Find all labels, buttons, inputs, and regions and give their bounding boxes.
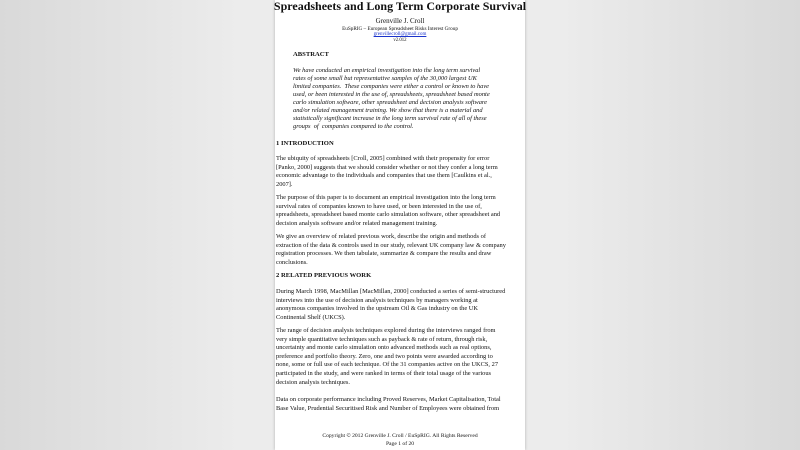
paragraph: The purpose of this paper is to document an empirical investigation into the long term survival rates of companies known to have used, or been interested in the use of, spreadsheets, spreadsheet based monte carlo simulation software, other spreadsheet and decision analysis software and/or related management training. xyxy=(276,194,501,227)
paragraph: Data on corporate performance including Proved Reserves, Market Capitalisation, Total Base Value, Prudential Securitised Risk and Number of Employees were obtained from xyxy=(276,396,501,412)
section-heading: 2 RELATED PREVIOUS WORK xyxy=(276,272,372,279)
email-link[interactable]: grenvillecroll@gmail.com xyxy=(373,32,427,37)
paragraph: The range of decision analysis techniques explored during the interviews ranged from very simple quantitative techniques such as payback & rate of return, through risk, uncertainty and monte carlo simulation onto advanced methods such as real options, preference and portfolio theory. Zero, one and two points were awarded according to none, some or full use of each technique. Of the 31 companies active on the UKCS, 27 participated in the study, and were ranked in terms of their total usage of the various decision analysis techniques. xyxy=(276,327,499,386)
version: v2.012 xyxy=(393,38,407,43)
document-page xyxy=(275,0,525,450)
abstract-heading: ABSTRACT xyxy=(293,51,329,58)
paragraph: During March 1998, MacMillan [MacMillan, 2000] conducted a series of semi-structured interviews into the use of decision analysis techniques by managers working at anonymous companies involved in the upstream Oil & Gas industry on the UK Continental Shelf (UKCS). xyxy=(276,288,506,321)
abstract-text: We have conducted an empirical investigation into the long term survival rates of some small but representative samples of the 30,000 largest UK limited companies. These companies were either a control or known to have used, or been interested in the use of, spreadsheets, spreadsheet based monte carlo simulation software, other spreadsheet and decision analysis software and/or related management training. We show that there is a material and statistically significant increase in the long term survival rate of all of these groups of companies compared to the control. xyxy=(293,67,490,130)
paragraph: The ubiquity of spreadsheets [Croll, 2005] combined with their propensity for error [Panko, 2000] suggests that we should consider whether or not they confer a long term economic advantage to the individuals and companies that use them [Caulkins et al., 2007]. xyxy=(276,155,498,188)
affiliation: EuSpRIG – European Spreadsheet Risks Interest Group xyxy=(342,26,458,32)
footer-copyright: Copyright © 2012 Grenville J. Croll / EuSpRIG. All Rights Reserved xyxy=(322,433,478,439)
page-number: Page 1 of 20 xyxy=(385,441,415,447)
paper-title: Spreadsheets and Long Term Corporate Survival xyxy=(273,0,527,13)
paragraph: We give an overview of related previous work, describe the origin and methods of extraction of the data & controls used in our study, relevant UK company law & company registration processes. We then tabulate, summarize & compare the results and draw conclusions. xyxy=(276,233,506,266)
section-heading: 1 INTRODUCTION xyxy=(276,140,334,147)
author: Grenville J. Croll xyxy=(375,17,425,25)
